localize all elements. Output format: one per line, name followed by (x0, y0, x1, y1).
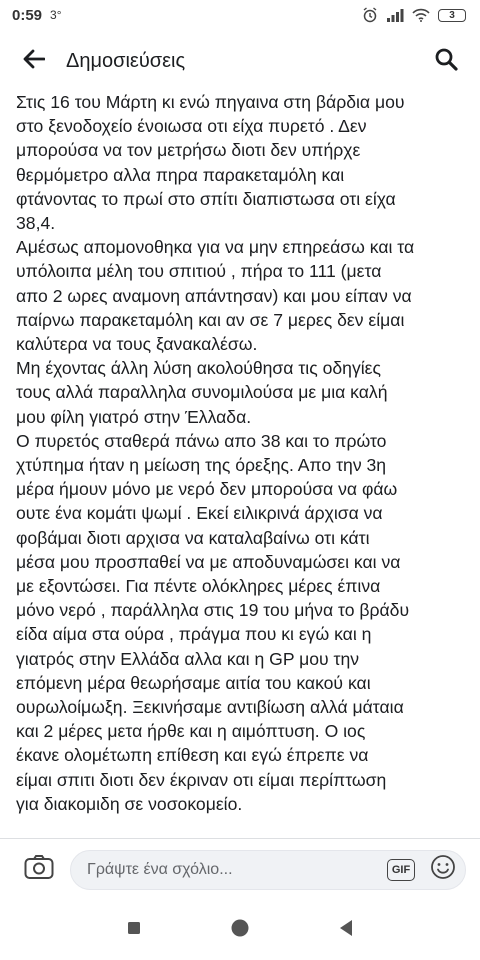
emoji-button[interactable] (429, 856, 457, 884)
battery-icon: 3 (438, 9, 466, 22)
status-left (12, 7, 62, 24)
post-text-line: παίρνω παρακεταμόλη και αν σε 7 μερες δεν είμαι (16, 309, 405, 330)
post-text-line: μόνο νερό , παράλληλα στις 19 του μήνα το βράδυ (16, 600, 410, 621)
post-text-line: θερμόμετρο αλλα πηρα παρακεταμόλη και (16, 164, 345, 185)
post-text-line: επόμενη μέρα θεωρήσαμε αιτία του κακού και (16, 672, 371, 693)
comment-placeholder: Γράψτε ένα σχόλιο... (87, 860, 233, 878)
square-icon (127, 921, 141, 940)
post-text-line: Αμέσως απομονοθηκα για να μην επηρεάσω και τα (16, 237, 415, 258)
post-text-line: στο ξενοδοχείο ένοιωσα οτι είχα πυρετό . Δεν (16, 116, 367, 137)
status-time: 0:59 (12, 6, 43, 24)
post-text-line: με εξοντώσει. Για πέντε ολόκληρες μέρες έπινα (16, 576, 381, 597)
camera-button[interactable] (22, 853, 56, 887)
post-text-line: υπόλοιπα μέλη του σπιτιού , πήρα το 111 (μετα (16, 261, 382, 282)
post-text-line: μπορούσα να τον μετρήσω διοτι δεν υπήρχε (16, 140, 361, 161)
post-text-line: 38,4. (16, 213, 56, 234)
post-text-line: τους αλλά παραλληλα συνομιλούσα με μια καλή (16, 382, 388, 403)
post-text (16, 90, 468, 816)
post-text-line: Μη έχοντας άλλη λύση ακολούθησα τις οδηγίες (16, 358, 381, 379)
triangle-back-icon (338, 919, 354, 942)
status-bar (0, 0, 480, 30)
status-right (362, 7, 466, 23)
post-text-line: φοβάμαι διοτι αρχισα να καταλαβαίνω οτι κάτι (16, 527, 370, 548)
post-text-line: Στις 16 του Μάρτη κι ενώ πηγαινα στη βάρδια μου (16, 92, 405, 112)
home-button[interactable] (228, 918, 252, 942)
arrow-left-icon (23, 49, 45, 74)
post-text-line: μέρα ήμουν μόνο με νερό δεν μπορούσα να φάω (16, 479, 398, 500)
post-text-line: καλύτερα να τους ξανακαλέσω. (16, 334, 258, 355)
camera-icon (24, 854, 54, 885)
page-title: Δημοσιεύσεις (66, 49, 186, 72)
system-nav-bar (0, 900, 480, 960)
comment-bar (0, 838, 480, 900)
gif-button[interactable]: GIF (387, 859, 415, 881)
post-text-line: είδα αίμα στα ούρα , πράγμα που κι εγώ και η (16, 624, 372, 645)
system-back-button[interactable] (334, 918, 358, 942)
post-text-line: για διακομιδη σε νοσοκομείο. (16, 793, 243, 814)
post-text-line: και 2 μέρες μετα ήρθε και η αιμόπτυση. Ο ιος (16, 721, 366, 742)
post-text-line: φτάνοντας το πρωί στο σπίτι διαπιστωσα οτι είχα (16, 188, 396, 209)
app-header (0, 30, 480, 92)
recent-apps-button[interactable] (122, 918, 146, 942)
post-text-line: Ο πυρετός σταθερά πάνω απο 38 και το πρώτο (16, 430, 387, 451)
post-text-line: ουτε ένα κομάτι ψωμί . Εκεί ειλικρινά άρχισα να (16, 503, 383, 524)
search-icon (434, 47, 458, 76)
post-text-line: χτύπημα ήταν η μείωση της όρεξης. Απο την 3η (16, 455, 387, 476)
post-text-line: μου φίλη γιατρό στην Έλλαδα. (16, 406, 252, 427)
post-text-line: απο 2 ωρες αναμονη απάντησαν) και μου είπαν να (16, 285, 412, 306)
post-text-line: γιατρός στην Ελλάδα αλλα και η GP μου την (16, 648, 360, 669)
comment-input[interactable] (70, 850, 466, 890)
emoji-icon (430, 854, 456, 885)
alarm-icon (362, 7, 378, 23)
post-text-line: μέσα μου προσπαθεί να με αποδυναμώσει και να (16, 551, 401, 572)
status-temperature: 3° (50, 8, 62, 22)
post-text-line: ουρωλοίμωξη. Ξεκινήσαμε αντιβίωση αλλά μάταια (16, 697, 404, 718)
post-text-line: είμαι σπιτι διοτι δεν έκριναν οτι είμαι περίπτωση (16, 769, 387, 790)
search-button[interactable] (426, 41, 466, 81)
wifi-icon (412, 8, 430, 22)
signal-icon (386, 8, 404, 22)
back-button[interactable] (14, 41, 54, 81)
post-text-line: έκανε ολομέτωπη επίθεση και εγώ έπρεπε να (16, 745, 369, 766)
circle-icon (230, 918, 250, 943)
